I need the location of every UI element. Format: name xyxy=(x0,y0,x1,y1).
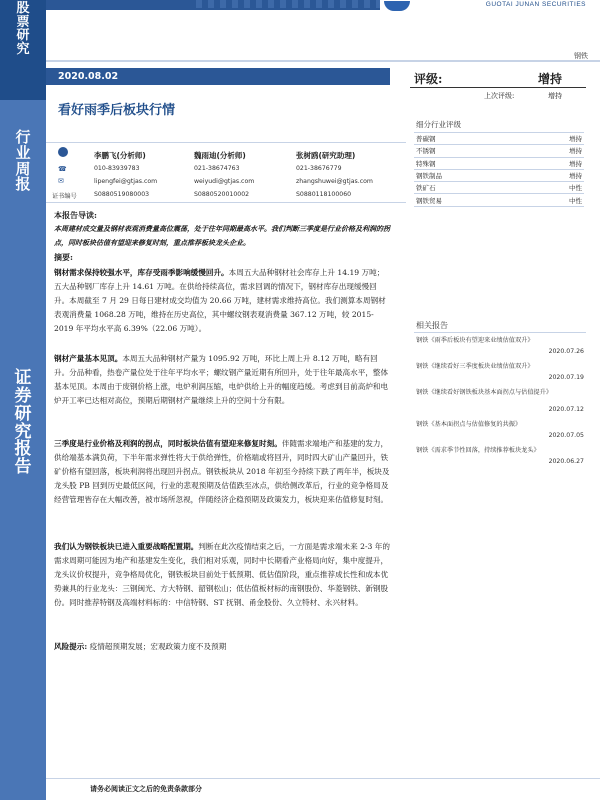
previous-rating-value: 增持 xyxy=(548,92,562,100)
report-date: 2020.08.02 xyxy=(58,71,119,82)
analyst-cert: S0880520010002 xyxy=(194,191,250,198)
abstract-heading: 摘要: xyxy=(54,252,73,262)
paragraph-production xyxy=(54,352,390,408)
rating-label: 评级: xyxy=(414,72,443,86)
sub-industry-title: 细分行业评级 xyxy=(416,120,461,129)
paragraph-text: 本周五大品种钢材产量为 1095.92 万吨，环比上周上升 8.12 万吨，略有回升。分品种看，热卷产量位处于往年平均水平；螺纹钢产量近期有所回升，处于往年最高水平，整体基本见顶。本周由于废钢价格上涨，电炉利润压缩，电炉供给上升的幅度趋缓。考虑到目前高炉和电炉开工率已达相对高位，预期后期钢材产量继续上升的空间十分有限。 xyxy=(54,354,389,405)
header-pattern xyxy=(190,0,410,8)
disclaimer-footer: 请务必阅读正文之后的免责条款部分 xyxy=(90,785,202,793)
industry-name: 钢铁贸易 xyxy=(414,194,523,206)
industry-name: 不锈钢 xyxy=(414,145,523,157)
related-report-link[interactable]: 钢铁《继续看好钢铁板块基本面拐点与估值提升》 xyxy=(416,389,553,396)
table-row xyxy=(414,133,584,145)
related-report-date: 2020.07.19 xyxy=(548,374,584,381)
industry-rating: 增持 xyxy=(523,145,585,157)
analyst-email[interactable]: weiyudi@gtjas.com xyxy=(194,178,255,185)
analyst-phone: 021-38676779 xyxy=(296,165,342,172)
industry-rating: 中性 xyxy=(523,194,585,206)
previous-rating-label: 上次评级: xyxy=(484,92,515,100)
related-reports-title: 相关报告 xyxy=(416,321,448,330)
report-title: 看好雨季后板块行情 xyxy=(58,103,176,118)
rating-divider xyxy=(410,87,586,88)
header-divider xyxy=(46,60,600,62)
email-icon: ✉ xyxy=(58,177,64,185)
paragraph-turning-point xyxy=(54,437,390,507)
person-icon xyxy=(58,147,68,157)
industry-rating: 增持 xyxy=(523,157,585,169)
related-report-date: 2020.07.12 xyxy=(548,406,584,413)
related-report-link[interactable]: 钢铁《基本面拐点与估值修复的共振》 xyxy=(416,421,522,428)
analyst-divider-top xyxy=(46,142,406,143)
industry-rating: 中性 xyxy=(523,182,585,194)
risk-warning xyxy=(54,640,390,654)
paragraph-text: 判断在此次疫情结束之后，一方面是需求端未来 2-3 年的需求周期可能因为地产和基建发生变化，我们相对乐观，同时中长期看产业格局向好，集中度提升，龙头议价权提升，竞争格局优化，钢铁板块目前处于低预期、低估值阶段，重点推荐成长性和成本优势兼具的行业龙头：三钢闽光、方大特钢、韶钢松山；低估值板材标的南钢股份、华菱钢铁、新钢股份。同时推荐特钢及高端材料标的：中信特钢、ST 抚钢、甬金股份、久立特材、永兴材料。 xyxy=(54,542,390,607)
industry-name: 普碳钢 xyxy=(414,133,523,145)
table-row xyxy=(414,145,584,157)
sub-industry-table xyxy=(414,132,584,207)
related-report-date: 2020.07.26 xyxy=(548,348,584,355)
brand-mark-icon xyxy=(384,1,410,11)
brand-logo xyxy=(380,0,600,14)
intro-heading: 本报告导读: xyxy=(54,210,97,220)
analyst-name: 张树鸥(研究助理) xyxy=(296,151,356,160)
sidebar-top-label: 股 票 研 究 xyxy=(16,1,30,57)
related-report-link[interactable]: 钢铁《继续看好三季度板块业绩估值双升》 xyxy=(416,363,534,370)
table-row xyxy=(414,182,584,194)
analyst-email[interactable]: zhangshuwei@gtjas.com xyxy=(296,178,373,185)
analyst-cert: S0880118100060 xyxy=(296,191,352,198)
paragraph-inventory xyxy=(54,266,390,336)
industry-rating: 增持 xyxy=(523,169,585,181)
related-divider xyxy=(414,332,586,333)
paragraph-text: 本周五大品种钢材社会库存上升 14.19 万吨；五大品种钢厂库存上升 14.61 万吨。在供给持续高位，需求回调的情况下，钢材库存出现缓慢回升。本周截至 7 月 29 日每日建材成交均值为 20.66 万吨，建材需求维持高位。我们测算本周钢材表观消费量 1068.28 万吨，维持在历史高位，其中螺纹钢表观消费量 367.12 万吨，较 2015-2019 年平均水平高 6.39%（22.06 万吨）。 xyxy=(54,268,386,333)
analyst-name: 魏雨迪(分析师) xyxy=(194,151,246,160)
analyst-phone: 010-83939783 xyxy=(94,165,140,172)
paragraph-lead: 钢材需求保持较强水平，库存受雨季影响缓慢回升。 xyxy=(54,268,229,277)
paragraph-lead: 钢材产量基本见顶。 xyxy=(54,354,123,363)
analyst-divider-bottom xyxy=(46,202,406,203)
related-report-link[interactable]: 钢铁《雨季后板块有望迎来业绩估值双升》 xyxy=(416,337,534,344)
sidebar-report-type: 行 业 周 报 xyxy=(15,128,31,194)
sidebar-research-label: 证 券 研 究 报 告 xyxy=(14,368,32,478)
analyst-email[interactable]: lipengfei@gtjas.com xyxy=(94,178,158,185)
related-report-link[interactable]: 钢铁《需求季节性回落，持续推荐板块龙头》 xyxy=(416,447,540,454)
brand-name: GUOTAI JUNAN SECURITIES xyxy=(485,1,586,8)
sector-tag: 钢铁 xyxy=(574,52,588,60)
phone-icon: ☎ xyxy=(58,165,67,173)
risk-text: 疫情超预期发展；宏观政策力度不及预期 xyxy=(89,642,227,651)
paragraph-strategy xyxy=(54,540,390,610)
table-row xyxy=(414,157,584,169)
rating-value: 增持 xyxy=(538,72,563,86)
table-row xyxy=(414,169,584,181)
footer-divider xyxy=(46,778,600,779)
related-report-date: 2020.06.27 xyxy=(548,458,584,465)
related-report-date: 2020.07.05 xyxy=(548,432,584,439)
industry-name: 特殊钢 xyxy=(414,157,523,169)
paragraph-lead: 我们认为钢铁板块已进入重要战略配置期。 xyxy=(54,542,199,551)
cert-label: 证书编号 xyxy=(52,193,77,200)
risk-lead: 风险提示: xyxy=(54,642,88,651)
industry-name: 铁矿石 xyxy=(414,182,523,194)
analyst-cert: S0880519080003 xyxy=(94,191,150,198)
intro-text: 本周建材成交量及钢材表观消费量高位震荡，处于往年同期最高水平。我们判断三季度是行业价格及利润的拐点，同时板块估值有望迎来修复时刻，重点推荐板块龙头企业。 xyxy=(54,224,390,247)
paragraph-lead: 三季度是行业价格及利润的拐点，同时板块估值有望迎来修复时刻。 xyxy=(54,439,282,448)
industry-name: 钢铁制品 xyxy=(414,169,523,181)
table-row xyxy=(414,194,584,206)
industry-rating: 增持 xyxy=(523,133,585,145)
paragraph-text: 伴随需求端地产和基建的发力，供给端基本满负荷，下半年需求弹性将大于供给弹性，价格端或将回升，同时四大矿山产量回升，铁矿价格有望回落，板块利润将出现回升拐点。钢铁板块从 2018 年初至今持续下跌了两年半，板块及龙头股 PB 回到历史最低区间，行业的悲观预期及估值跌至冰点，供给侧改革后，行业的竞争格局及经营管理皆存在大幅改善，被市场所忽视，伴随经济企稳预期及政策发力，板块迎来估值修复时刻。 xyxy=(54,439,390,504)
analyst-phone: 021-38674763 xyxy=(194,165,240,172)
analyst-name: 李鹏飞(分析师) xyxy=(94,151,146,160)
